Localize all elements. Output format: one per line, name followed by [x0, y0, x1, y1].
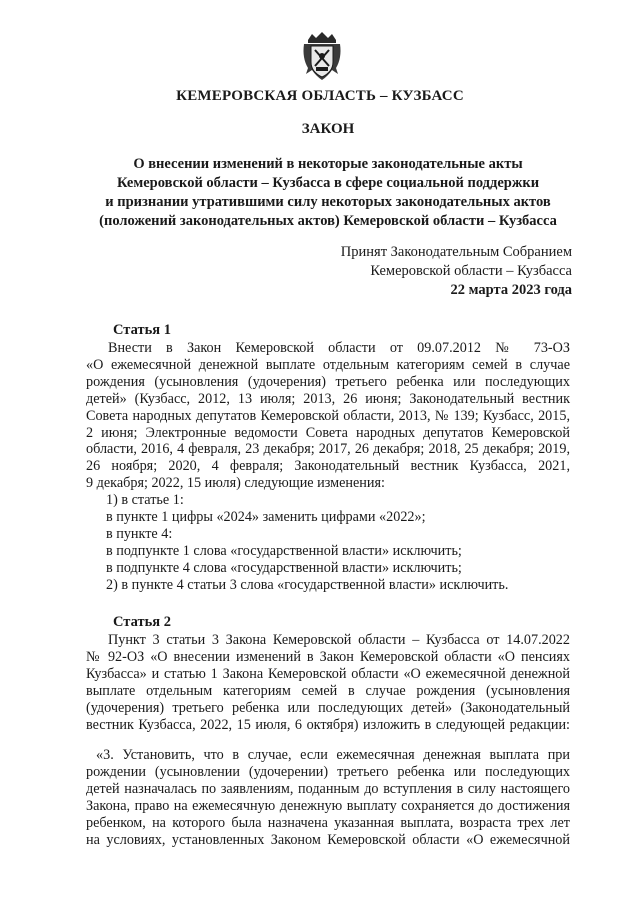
- paragraph-line: рождения (усыновления (удочерения) третьего ребенка или последующих: [86, 373, 570, 390]
- paragraph-line: 2 июня; Электронные ведомости Совета народных депутатов Кемеровской: [86, 424, 570, 441]
- paragraph-line: Совета народных депутатов Кемеровской области, 2013, № 139; Кузбасс, 2015,: [86, 407, 570, 424]
- region-name: КЕМЕРОВСКАЯ ОБЛАСТЬ – КУЗБАСС: [176, 88, 464, 104]
- article-2-body: [86, 632, 570, 733]
- list-item: в пункте 4:: [106, 525, 173, 542]
- paragraph-line: ребенком, на которого была назначена указанная выплата, возраста трех лет: [86, 814, 570, 831]
- paragraph-line: области, 2016, 4 февраля, 23 декабря; 2017, 26 декабря; 2018, 25 декабря; 2019,: [86, 441, 570, 458]
- paragraph-line: 9 декабря; 2022, 15 июля) следующие изменения:: [86, 475, 385, 492]
- paragraph-line: 26 ноября; 2020, 4 февраля; Законодательный вестник Кузбасса, 2021,: [86, 458, 570, 475]
- list-item: 2) в пункте 4 статьи 3 слова «государственной власти» исключить.: [106, 576, 509, 593]
- paragraph-line: детей назначалась по заявлениям, поданным до вступления в силу настоящего: [86, 780, 570, 797]
- paragraph-line: № 92-ОЗ «О внесении изменений в Закон Кемеровской области «О пенсиях: [86, 648, 570, 665]
- law-title: [8, 155, 640, 231]
- law-title-line: О внесении изменений в некоторые законодательные акты: [133, 156, 523, 172]
- article-1-heading: Статья 1: [113, 322, 171, 338]
- paragraph-line: Внести в Закон Кемеровской области от 09.07.2012 № 73-ОЗ: [108, 340, 570, 356]
- adoption-line: Принят Законодательным Собранием: [340, 244, 572, 260]
- paragraph-line: выплате отдельным категориям семей в случае рождения (усыновления: [86, 682, 570, 699]
- adoption-line: Кемеровской области – Кузбасса: [370, 263, 572, 279]
- list-item: в подпункте 4 слова «государственной власти» исключить;: [106, 559, 462, 576]
- list-item: в подпункте 1 слова «государственной власти» исключить;: [106, 542, 462, 559]
- article-1-body: [86, 340, 570, 492]
- list-item: 1) в статье 1:: [106, 492, 184, 508]
- law-title-line: Кемеровской области – Кузбасса в сфере социальной поддержки: [116, 175, 540, 191]
- adoption-date: 22 марта 2023 года: [450, 282, 572, 298]
- kuzbass-coat-of-arms-icon: [302, 30, 342, 82]
- paragraph-line: Пункт 3 статьи 3 Закона Кемеровской области – Кузбасса от 14.07.2022: [108, 632, 570, 648]
- adoption-notice: [341, 243, 572, 300]
- law-title-line: и признании утратившими силу некоторых законодательных актов: [105, 194, 551, 210]
- list-item: в пункте 1 цифры «2024» заменить цифрами «2022»;: [106, 508, 426, 525]
- paragraph-line: рождении (усыновлении (удочерении) третьего ребенка или последующих: [86, 763, 570, 780]
- paragraph-line: (удочерения) третьего ребенка или последующих детей» (Законодательный: [86, 699, 570, 716]
- article-2-heading: Статья 2: [113, 614, 171, 630]
- article-2-quoted-text: [86, 747, 570, 848]
- paragraph-line: «3. Установить, что в случае, если ежемесячная денежная выплата при: [96, 747, 570, 763]
- article-1-amendments: [106, 492, 508, 593]
- paragraph-line: Закона, право на ежемесячную денежную выплату сохраняется до достижения: [86, 797, 570, 814]
- paragraph-line: Кузбасса» и статью 1 Закона Кемеровской области «О ежемесячной денежной: [86, 665, 570, 682]
- paragraph-line: детей» (Кузбасс, 2012, 13 июля; 2013, 26 июня; Законодательный вестник: [86, 390, 570, 407]
- paragraph-line: «О ежемесячной денежной выплате отдельным категориям семей в случае: [86, 356, 570, 373]
- document-type: ЗАКОН: [301, 121, 355, 137]
- paragraph-line: на условиях, установленных Законом Кемеровской области «О ежемесячной: [86, 831, 570, 848]
- paragraph-line: вестник Кузбасса, 2022, 15 июля, 6 октября) изложить в следующей редакции:: [86, 716, 570, 733]
- law-title-line: (положений законодательных актов) Кемеровской области – Кузбасса: [99, 213, 557, 229]
